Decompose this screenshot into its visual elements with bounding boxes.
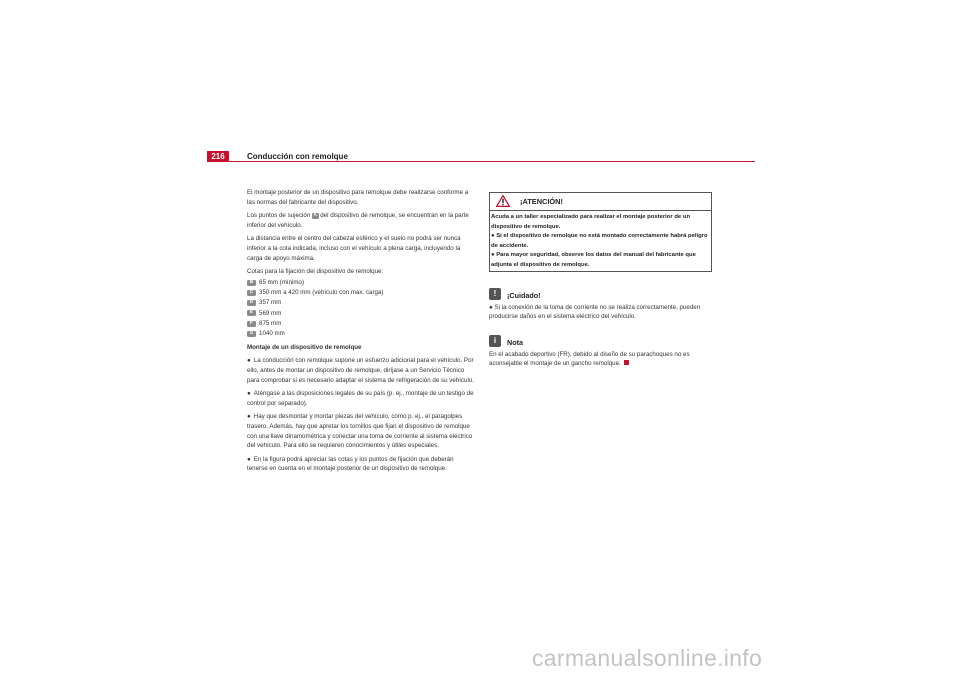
note-text: En el acabado deportivo (FR), debido al diseño de su parachoques no es aconsejable el montaje de un gancho remolque. (489, 350, 690, 368)
header-divider (207, 161, 755, 162)
warning-body (490, 211, 711, 271)
dimensions-intro: Cotas para la fijación del dispositivo de remolque: (247, 268, 384, 276)
bullet-dot-icon: ● (247, 390, 251, 398)
intro-paragraph: El montaje posterior de un dispositivo para remolque debe realizarse conforme a las normas del fabricante del dispositivo. (247, 189, 469, 206)
bullet-item (247, 455, 475, 474)
dimension-item (247, 329, 475, 339)
caution-title: ¡Cuidado! (507, 290, 541, 300)
section-title: Montaje de un dispositivo de remolque (247, 343, 362, 351)
warning-bullet (491, 232, 710, 251)
dimension-list (247, 278, 475, 339)
dimension-value: 569 mm (259, 309, 282, 317)
caution-text: Si la conexión de la toma de corriente no se realiza correctamente, pueden producirse daños en el sistema eléctrico del vehículo. (489, 303, 701, 321)
dimension-tag: C (247, 290, 256, 296)
point-tag-a: A (313, 213, 317, 219)
warning-bullet-text: Para mayor seguridad, observe los datos del manual del fabricante que adjunta el dispositivo de remolque. (491, 252, 696, 268)
watermark: carmanualsonline.info (532, 645, 763, 671)
points-text-before: Los puntos de sujeción (247, 212, 311, 220)
caution-icon: ! (489, 288, 501, 300)
bullet-dot-icon: ● (247, 455, 251, 463)
points-text-after: del dispositivo de remolque, se encuentran en la parte inferior del vehículo. (247, 212, 469, 229)
dimension-item (247, 288, 475, 298)
bullet-dot-icon: ● (247, 413, 251, 421)
note-icon: i (489, 335, 501, 347)
note-title: Nota (507, 337, 523, 347)
caution-section (489, 287, 711, 322)
bullet-text: Aténgase a las disposiciones legales de su país (p. ej., montaje de un testigo de control por separado). (247, 390, 474, 407)
warning-intro: Acuda a un taller especializado para realizar el montaje posterior de un dispositivo de remolque. (491, 214, 691, 230)
dimension-value: 65 mm (mínimo) (259, 279, 305, 287)
bullet-text: Hay que desmontar y montar piezas del vehículo, como p. ej., el paragolpes trasero. Además, hay que apretar los tornillos que fijan el dispositivo de remolque con una llave dinamométrica y conectar una toma de corriente al sistema eléctrico del vehículo. Para ello se requieren conocimientos y útiles especiales. (247, 413, 473, 450)
dimension-value: 875 mm (259, 319, 282, 327)
mounting-points-paragraph (247, 211, 475, 230)
distance-paragraph: La distancia entre el centro del cabezal esférico y el suelo no podrá ser nunca inferior a la cota indicada, incluso con el vehículo a plena carga, incluyendo la carga de apoyo máxima. (247, 235, 461, 262)
bullet-item (247, 356, 475, 385)
dimension-tag: E (247, 310, 256, 316)
bullet-item (247, 389, 475, 408)
dimension-item (247, 278, 475, 288)
bullet-text: En la figura podrá apreciar las cotas y los puntos de fijación que deberán tenerse en cuenta en el montaje posterior de un dispositivo de remolque. (247, 455, 454, 473)
bullet-dot-icon: ● (489, 303, 495, 311)
warning-bullet-text: Si el dispositivo de remolque no está montado correctamente habrá peligro de accidente. (491, 233, 708, 249)
warning-box (489, 192, 712, 272)
warning-header (490, 193, 711, 211)
bullet-dot-icon: ● (491, 233, 497, 240)
page-header-title: Conducción con remolque (247, 152, 348, 161)
end-square-icon (624, 360, 629, 365)
note-header (489, 334, 711, 350)
note-paragraph (489, 350, 711, 369)
warning-triangle-icon (496, 195, 510, 207)
page-number: 216 (207, 151, 229, 162)
right-column (489, 192, 711, 373)
warning-bullet (491, 251, 710, 270)
bullet-text: La conducción con remolque supone un esfuerzo adicional para el vehículo. Por ello, antes de montar un dispositivo de remolque, diríjase a un Servicio Técnico para comprobar si es necesario adaptar el sistema de refrigeración de su vehículo. (247, 357, 474, 384)
bullet-item (247, 412, 475, 450)
dimension-tag: G (247, 331, 256, 337)
bullet-dot-icon: ● (247, 357, 251, 365)
note-section (489, 334, 711, 369)
warning-title: ¡ATENCIÓN! (520, 197, 563, 206)
caution-bullet (489, 303, 711, 322)
dimension-item (247, 319, 475, 329)
dimension-value: 350 mm a 420 mm (vehículo con max. carga) (259, 289, 384, 297)
bullet-dot-icon: ● (491, 252, 497, 259)
caution-header (489, 287, 711, 303)
dimension-value: 357 mm (259, 299, 282, 307)
dimension-item (247, 308, 475, 318)
left-column (247, 188, 475, 478)
dimension-item (247, 298, 475, 308)
dimension-value: 1040 mm (259, 329, 285, 337)
dimension-tag: F (247, 321, 256, 327)
dimension-tag: D (247, 300, 256, 306)
dimension-tag: B (247, 280, 256, 286)
